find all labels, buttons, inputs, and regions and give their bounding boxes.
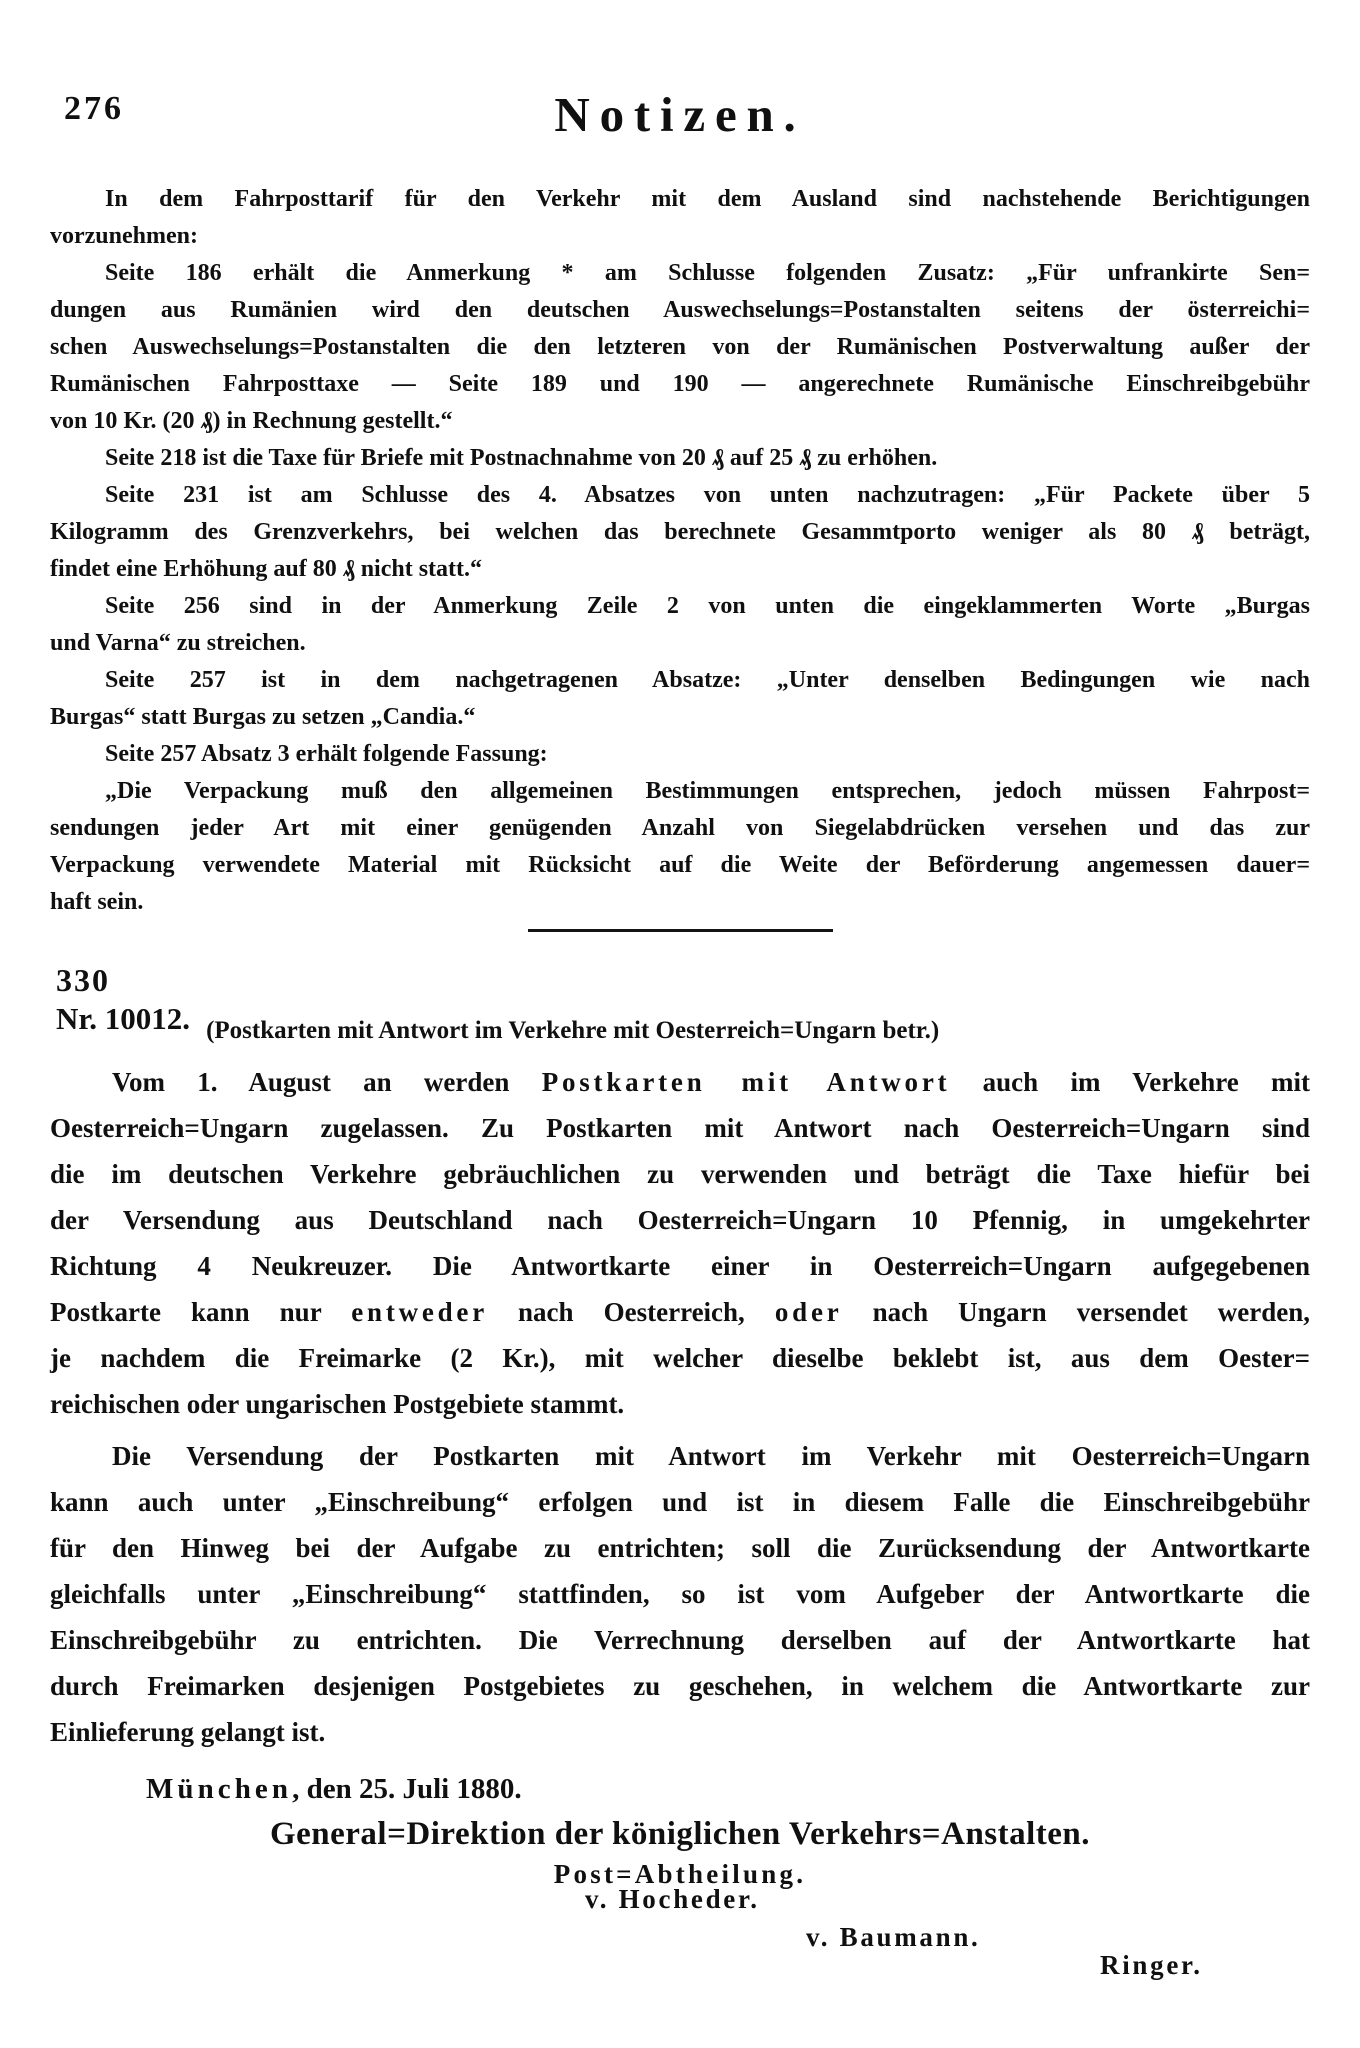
text-segment: die im deutschen Verkehre gebräuchlichen zu verwenden und beträgt die Taxe hiefür bei	[50, 1159, 1310, 1189]
paragraph	[50, 1433, 1310, 1755]
text-segment: Seite 256 sind in der Anmerkung Zeile 2 von unten die eingeklammerten Worte „Burgas	[105, 593, 1310, 619]
text-segment: gleichfalls unter „Einschreibung“ stattfinden, so ist vom Aufgeber der Antwortkarte die	[50, 1579, 1310, 1609]
page-number: 276	[64, 90, 124, 127]
paragraph	[50, 588, 1310, 662]
signature-organization: General=Direktion der königlichen Verkehrs=Anstalten.	[269, 1816, 1091, 1852]
text-segment: Seite 257 ist in dem nachgetragenen Absatze: „Unter denselben Bedingungen wie nach	[105, 667, 1310, 693]
text-line	[50, 1571, 1310, 1617]
text-line	[50, 884, 1310, 921]
text-segment: dungen aus Rumänien wird den deutschen Auswechselungs=Postanstalten seitens der österreichi=	[50, 297, 1310, 323]
text-segment: haft sein.	[50, 889, 144, 915]
text-segment: schen Auswechselungs=Postanstalten die den letzteren von der Rumänischen Postverwaltung außer der	[50, 334, 1310, 360]
text-line	[50, 1197, 1310, 1243]
decree-subject: (Postkarten mit Antwort im Verkehre mit Oesterreich=Ungarn betr.)	[206, 1017, 940, 1044]
text-segment: Seite 218 ist die Taxe für Briefe mit Postnachnahme von 20 ₰ auf 25 ₰ zu erhöhen.	[105, 445, 938, 471]
text-segment: Seite 186 erhält die Anmerkung * am Schlusse folgenden Zusatz: „Für unfrankirte Sen=	[105, 260, 1310, 286]
text-line	[50, 736, 1310, 773]
decree-body	[50, 1059, 1310, 1755]
paragraph	[50, 662, 1310, 736]
dateline	[146, 1773, 1360, 1806]
signature-block	[0, 1884, 1360, 2000]
text-segment: Einlieferung gelangt ist.	[50, 1717, 326, 1747]
text-segment: und Varna“ zu streichen.	[50, 630, 306, 656]
text-segment: für den Hinweg bei der Aufgabe zu entrichten; soll die Zurücksendung der Antwortkarte	[50, 1533, 1310, 1563]
text-segment: je nachdem die Freimarke (2 Kr.), mit welcher dieselbe beklebt ist, aus dem Oester=	[50, 1343, 1310, 1373]
text-line	[50, 1105, 1310, 1151]
text-segment: Oesterreich=Ungarn zugelassen. Zu Postkarten mit Antwort nach Oesterreich=Ungarn sind	[50, 1113, 1310, 1143]
text-segment: kann auch unter „Einschreibung“ erfolgen und ist in diesem Falle die Einschreibgebühr	[50, 1487, 1310, 1517]
text-segment: nach Oesterreich,	[487, 1297, 775, 1327]
text-segment: Verpackung verwendete Material mit Rücksicht auf die Weite der Beförderung angemessen dauer=	[50, 852, 1310, 878]
text-line	[50, 1289, 1310, 1335]
text-line	[50, 1709, 1310, 1755]
text-segment: Einschreibgebühr zu entrichten. Die Verrechnung derselben auf der Antwortkarte hat	[50, 1625, 1310, 1655]
text-line	[50, 662, 1310, 699]
text-segment: Postkarte kann nur	[50, 1297, 352, 1327]
text-line	[50, 440, 1310, 477]
dateline-city: München	[146, 1773, 293, 1805]
signatory: Ringer.	[1100, 1950, 1203, 1980]
text-segment: Burgas“ statt Burgas zu setzen „Candia.“	[50, 704, 476, 730]
text-line	[50, 1243, 1310, 1289]
text-line	[50, 1525, 1310, 1571]
text-line	[50, 292, 1310, 329]
paragraph	[50, 773, 1310, 921]
text-segment: Kilogramm des Grenzverkehrs, bei welchen das berechnete Gesammtporto weniger als 80 ₰ beträgt,	[50, 519, 1310, 545]
text-segment: der Versendung aus Deutschland nach Oesterreich=Ungarn 10 Pfennig, in umgekehrter	[50, 1205, 1310, 1235]
text-line	[50, 1617, 1310, 1663]
text-line	[50, 625, 1310, 662]
paragraph	[50, 440, 1310, 477]
text-line	[50, 477, 1310, 514]
text-line	[50, 403, 1310, 440]
decree-number: Nr. 10012.	[56, 1001, 191, 1036]
text-line	[50, 810, 1310, 847]
text-segment: vorzunehmen:	[50, 223, 198, 249]
paragraph	[50, 255, 1310, 440]
text-segment: Seite 257 Absatz 3 erhält folgende Fassung:	[105, 741, 548, 767]
text-line	[50, 366, 1310, 403]
text-segment: Vom 1. August an werden	[112, 1067, 542, 1097]
text-line	[50, 514, 1310, 551]
text-line	[50, 1151, 1310, 1197]
emphasized-text: oder	[774, 1297, 843, 1327]
text-segment: Die Versendung der Postkarten mit Antwort im Verkehr mit Oesterreich=Ungarn	[112, 1441, 1310, 1471]
paragraph	[50, 477, 1310, 588]
dateline-date: , den 25. Juli 1880.	[292, 1773, 522, 1805]
signatory: v. Hocheder.	[585, 1884, 760, 1914]
paragraph	[50, 736, 1310, 773]
text-line	[50, 588, 1310, 625]
item-number: 330	[56, 962, 110, 998]
text-line	[50, 1381, 1310, 1427]
decree-header	[56, 1001, 1310, 1045]
text-line	[50, 1059, 1310, 1105]
text-line	[50, 255, 1310, 292]
signatory: v. Baumann.	[806, 1922, 981, 1952]
text-segment: Richtung 4 Neukreuzer. Die Antwortkarte einer in Oesterreich=Ungarn aufgegebenen	[50, 1251, 1310, 1281]
text-line	[50, 551, 1310, 588]
page-title: Notizen.	[554, 87, 806, 142]
emphasized-text: Postkarten mit Antwort	[541, 1067, 951, 1097]
text-segment: Seite 231 ist am Schlusse des 4. Absatzes von unten nachzutragen: „Für Packete über 5	[105, 482, 1310, 508]
section-divider	[528, 929, 833, 932]
text-line	[50, 329, 1310, 366]
paragraph	[50, 181, 1310, 255]
text-line	[50, 847, 1310, 884]
text-line	[50, 1663, 1310, 1709]
text-segment: reichischen oder ungarischen Postgebiete stammt.	[50, 1389, 625, 1419]
text-segment: In dem Fahrposttarif für den Verkehr mit dem Ausland sind nachstehende Berichtigungen	[105, 186, 1310, 212]
text-line	[50, 1433, 1310, 1479]
signature-department: Post=Abtheilung.	[553, 1859, 807, 1889]
text-segment: durch Freimarken desjenigen Postgebietes zu geschehen, in welchem die Antwortkarte zur	[50, 1671, 1310, 1701]
text-line	[50, 1479, 1310, 1525]
text-line	[50, 699, 1310, 736]
text-segment: nach Ungarn versendet werden,	[842, 1297, 1311, 1327]
text-segment: auch im Verkehre mit	[950, 1067, 1310, 1097]
text-segment: sendungen jeder Art mit einer genügenden Anzahl von Siegelabdrücken versehen und das zur	[50, 815, 1310, 841]
emphasized-text: entweder	[351, 1297, 488, 1327]
notices-section	[50, 181, 1310, 921]
text-line	[50, 181, 1310, 218]
text-segment: von 10 Kr. (20 ₰) in Rechnung gestellt.“	[50, 408, 453, 434]
text-segment: „Die Verpackung muß den allgemeinen Bestimmungen entsprechen, jedoch müssen Fahrpost=	[105, 778, 1310, 804]
text-line	[50, 773, 1310, 810]
text-segment: Rumänischen Fahrposttaxe — Seite 189 und 190 — angerechnete Rumänische Einschreibgebühr	[50, 371, 1310, 397]
text-line	[50, 1335, 1310, 1381]
text-line	[50, 218, 1310, 255]
text-segment: findet eine Erhöhung auf 80 ₰ nicht statt.“	[50, 556, 483, 582]
paragraph	[50, 1059, 1310, 1427]
